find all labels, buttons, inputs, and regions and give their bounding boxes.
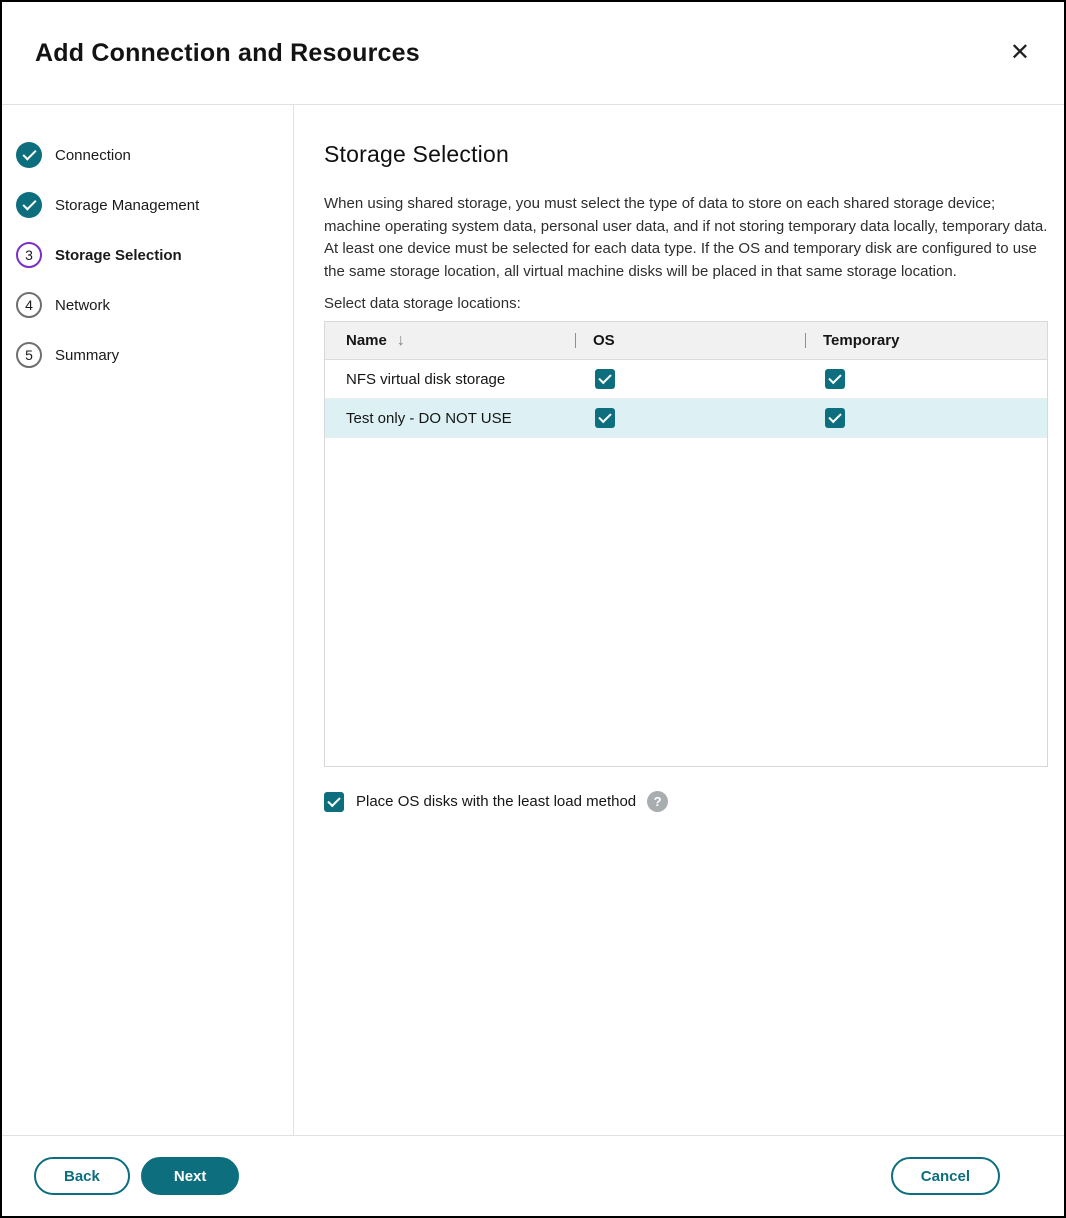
dialog-body (2, 105, 1064, 1135)
name-header-label: Name (346, 332, 387, 349)
next-button[interactable]: Next (141, 1157, 240, 1195)
least-load-checkbox[interactable] (324, 792, 344, 812)
column-header-temporary (805, 332, 1047, 349)
os-checkbox[interactable] (595, 369, 615, 389)
step-label: Storage Selection (55, 246, 182, 264)
close-button[interactable] (1004, 37, 1036, 69)
temporary-checkbox[interactable] (825, 408, 845, 428)
table-empty-area (325, 438, 1047, 766)
main-content (294, 105, 1064, 1135)
column-divider (805, 333, 806, 348)
storage-name: NFS virtual disk storage (346, 370, 506, 388)
cancel-button[interactable]: Cancel (891, 1157, 1000, 1195)
os-header-label: OS (593, 332, 615, 349)
step-complete-check-icon (16, 192, 42, 218)
table-row[interactable] (325, 399, 1047, 438)
os-checkbox[interactable] (595, 408, 615, 428)
step-storage-selection[interactable] (16, 242, 293, 268)
dialog-footer (2, 1135, 1064, 1216)
least-load-option (324, 791, 1048, 812)
storage-locations-table (324, 321, 1048, 767)
step-complete-check-icon (16, 142, 42, 168)
help-icon[interactable]: ? (647, 791, 668, 812)
section-description: When using shared storage, you must select the type of data to store on each shared storage device; machine operating system data, personal user data, and if not storing temporary data locally, temporary data. At least one device must be selected for each data type. If the OS and temporary disk are configured to use the same storage location, all virtual machine disks will be placed in that same storage location. (324, 195, 1048, 280)
column-divider (575, 333, 576, 348)
step-summary[interactable] (16, 342, 293, 368)
close-icon: ✕ (1009, 39, 1030, 66)
step-label: Network (55, 296, 111, 314)
storage-name: Test only - DO NOT USE (346, 409, 512, 427)
sort-descending-icon: ↓ (396, 331, 405, 349)
least-load-label: Place OS disks with the least load method (356, 793, 637, 810)
step-network[interactable] (16, 292, 293, 318)
temporary-header-label: Temporary (823, 332, 900, 349)
step-label: Summary (55, 346, 120, 364)
step-label: Storage Management (55, 196, 200, 214)
back-button[interactable]: Back (34, 1157, 130, 1195)
step-label: Connection (55, 146, 131, 164)
temporary-checkbox[interactable] (825, 369, 845, 389)
page-title: Add Connection and Resources (35, 38, 420, 67)
step-number-badge: 3 (16, 242, 42, 268)
step-number-badge: 5 (16, 342, 42, 368)
step-storage-management[interactable] (16, 192, 293, 218)
step-connection[interactable] (16, 142, 293, 168)
section-heading: Storage Selection (324, 141, 509, 167)
table-header-row (325, 322, 1047, 360)
column-header-os (575, 332, 805, 349)
column-header-name[interactable] (325, 332, 575, 350)
wizard-steps-sidebar (2, 105, 294, 1135)
step-number-badge: 4 (16, 292, 42, 318)
select-locations-label: Select data storage locations: (324, 295, 521, 312)
table-row[interactable] (325, 360, 1047, 399)
dialog-header (2, 2, 1064, 105)
